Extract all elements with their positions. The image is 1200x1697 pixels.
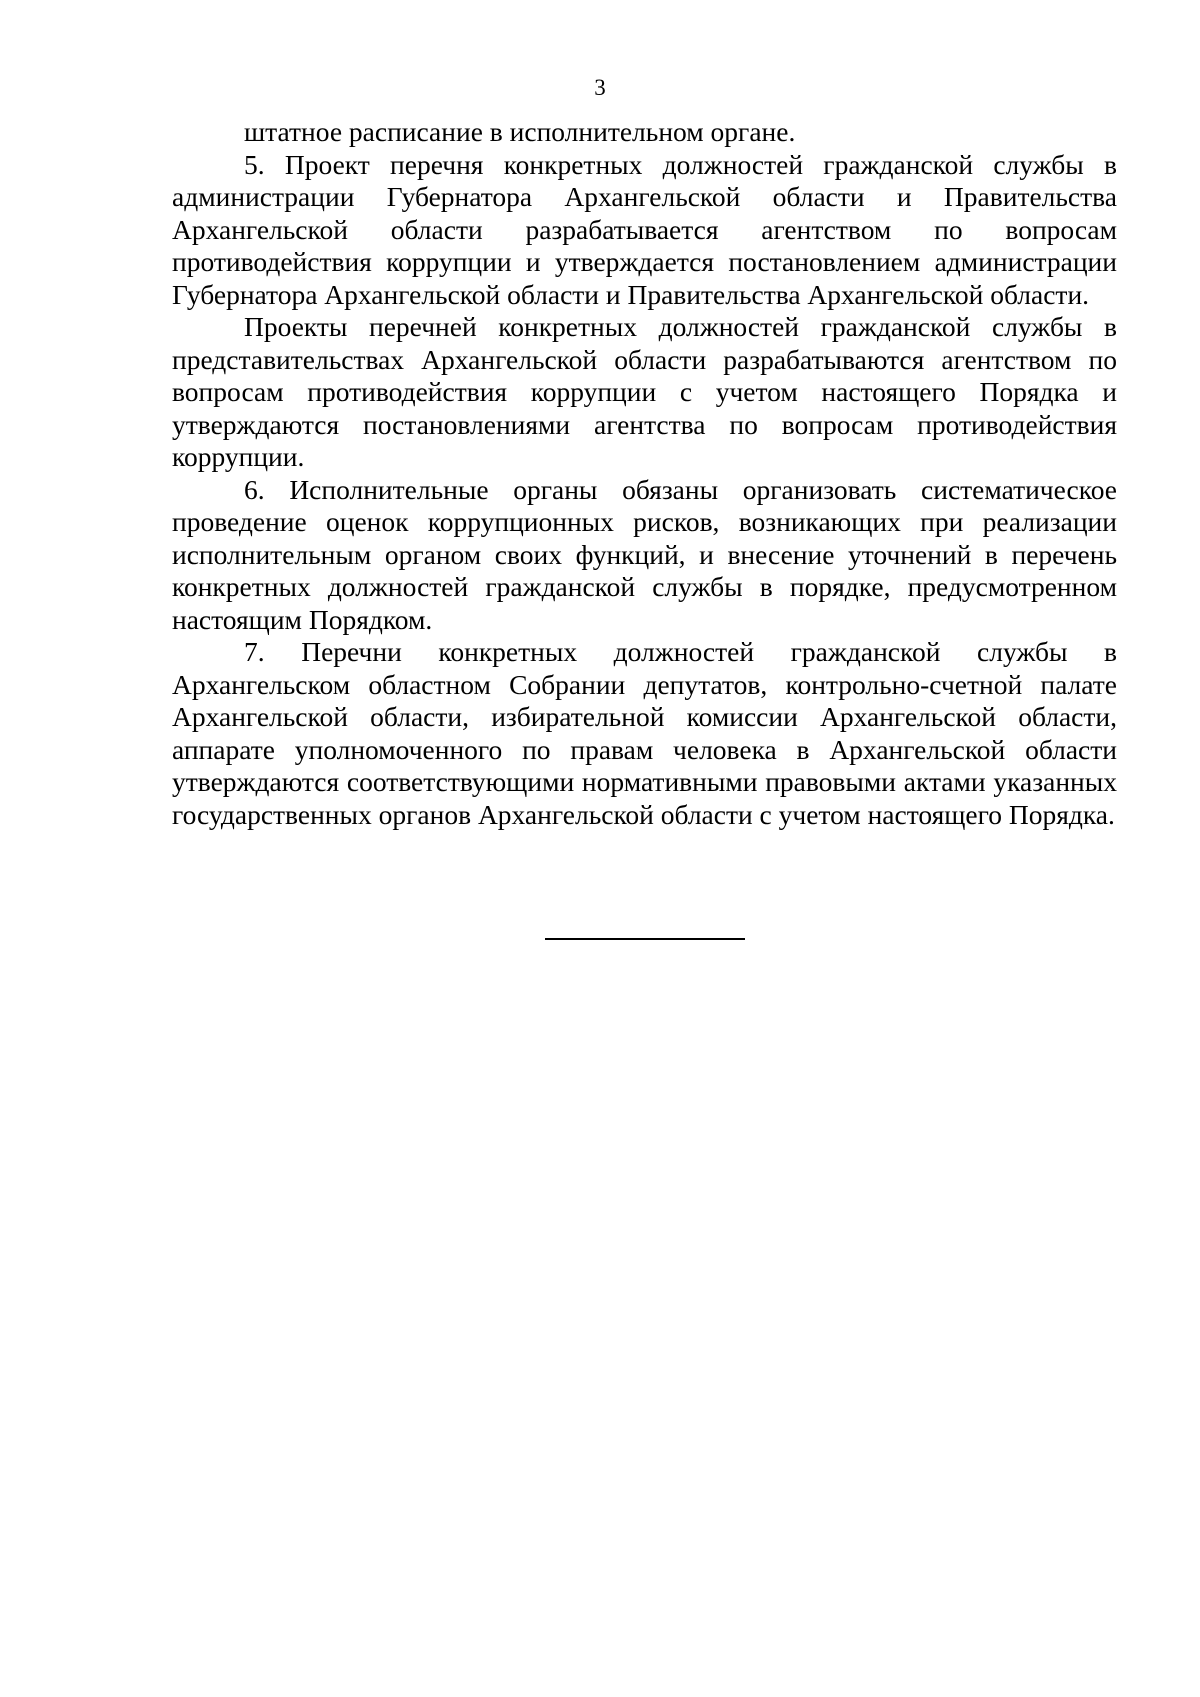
- paragraph-item-7: 7. Перечни конкретных должностей гражданской службы в Архангельском областном Собрании депутатов, контрольно-счетной палате Архангельской области, избирательной комиссии Архангельской области, аппарате уполномоченного по правам человека в Архангельской области утверждаются соответствующими нормативными правовыми актами указанных государственных органов Архангельской области с учетом настоящего Порядка.: [172, 636, 1117, 830]
- closing-divider-line: [545, 938, 745, 940]
- document-body: [172, 116, 1117, 831]
- paragraph-item-6: 6. Исполнительные органы обязаны организовать систематическое проведение оценок коррупционных рисков, возникающих при реализации исполнительным органом своих функций, и внесение уточнений в перечень конкретных должностей гражданской службы в порядке, предусмотренном настоящим Порядком.: [172, 473, 1117, 635]
- paragraph-item-5-cont: Проекты перечней конкретных должностей гражданской службы в представительствах Архангельской области разрабатываются агентством по вопросам противодействия коррупции с учетом настоящего Порядка и утверждаются постановлениями агентства по вопросам противодействия коррупции.: [172, 311, 1117, 472]
- page-number: 3: [594, 75, 606, 100]
- paragraph-item-5: 5. Проект перечня конкретных должностей гражданской службы в администрации Губернатора Архангельской области и Правительства Архангельской области разрабатывается агентством по вопросам противодействия коррупции и утверждается постановлением администрации Губернатора Архангельской области и Правительства Архангельской области.: [172, 148, 1117, 310]
- paragraph-continuation: штатное расписание в исполнительном органе.: [244, 116, 796, 147]
